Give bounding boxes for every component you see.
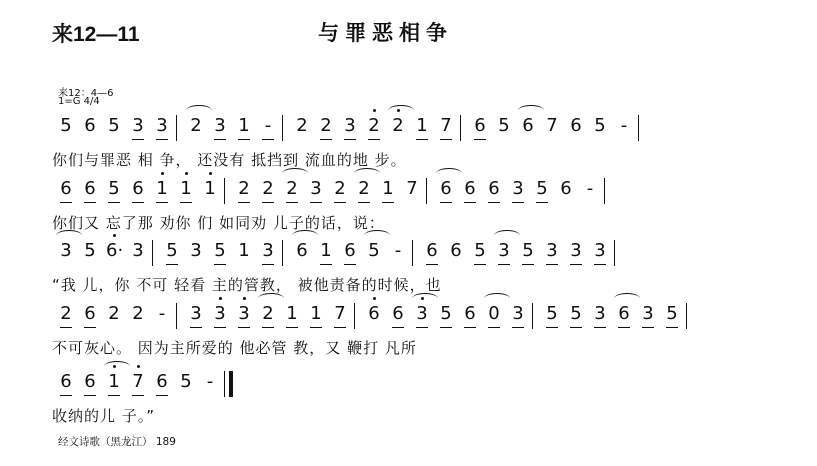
note: 5 bbox=[472, 240, 488, 262]
barline bbox=[282, 115, 283, 141]
note: 6 bbox=[84, 115, 96, 136]
octave-dot bbox=[137, 365, 140, 368]
barline bbox=[412, 240, 413, 266]
barline bbox=[224, 178, 225, 204]
song-code: 来12—11 bbox=[52, 23, 140, 46]
note: 1 bbox=[284, 303, 300, 325]
barline bbox=[426, 178, 427, 204]
source-footer: 经文诗歌（黑龙江） 189 bbox=[58, 436, 176, 448]
note: 5 bbox=[164, 240, 180, 262]
jianpu-notes bbox=[52, 371, 782, 395]
note: 3 bbox=[188, 303, 204, 325]
octave-dot bbox=[243, 297, 246, 300]
slur-arc bbox=[354, 168, 380, 179]
slur-arc bbox=[364, 230, 390, 241]
note: 1 bbox=[178, 178, 194, 200]
note: 2 bbox=[392, 115, 404, 136]
note: 2 bbox=[296, 115, 308, 136]
note: 1 bbox=[380, 178, 396, 200]
note: 6· bbox=[106, 240, 124, 261]
note: 2 bbox=[260, 178, 276, 200]
note: 3 bbox=[130, 115, 146, 137]
note: 6 bbox=[154, 371, 170, 393]
note: 5 bbox=[664, 303, 680, 325]
note: 3 bbox=[640, 303, 656, 325]
note: - bbox=[620, 115, 628, 136]
note: 3 bbox=[154, 115, 170, 137]
barline bbox=[176, 303, 177, 329]
slur-arc bbox=[614, 293, 640, 304]
note: 7 bbox=[546, 115, 558, 136]
note: - bbox=[260, 115, 276, 137]
note: 5 bbox=[60, 115, 72, 136]
note: 5 bbox=[106, 178, 122, 200]
note: 6 bbox=[522, 115, 534, 136]
lyrics-line: 你们又 忘了那 劝你 们 如同劝 儿子的话，说： bbox=[52, 214, 385, 232]
barline bbox=[152, 240, 153, 266]
note: 6 bbox=[560, 178, 572, 199]
note: 6 bbox=[368, 303, 380, 324]
note: 5 bbox=[594, 115, 606, 136]
note: 6 bbox=[296, 240, 308, 261]
note: 5 bbox=[84, 240, 96, 261]
note: 6 bbox=[342, 240, 358, 262]
note: - bbox=[394, 240, 402, 261]
note: 7 bbox=[130, 371, 146, 393]
final-barline bbox=[229, 371, 233, 397]
note: 1 bbox=[236, 115, 252, 137]
scripture-reference: 来12：4—6 bbox=[58, 88, 114, 99]
note: 1 bbox=[204, 178, 216, 199]
note: 5 bbox=[498, 115, 510, 136]
barline bbox=[224, 371, 225, 397]
note: 5 bbox=[568, 303, 584, 325]
note: 3 bbox=[342, 115, 358, 137]
note: 3 bbox=[212, 115, 228, 137]
note: 7 bbox=[438, 115, 454, 137]
lyrics-line: “我 儿，你 不可 轻看 主的管教， 被他责备的时候，也 bbox=[52, 276, 442, 294]
note: 2 bbox=[332, 178, 348, 200]
note: 3 bbox=[496, 240, 512, 262]
note: 6 bbox=[58, 371, 74, 393]
octave-dot bbox=[185, 172, 188, 175]
note: 3 bbox=[236, 303, 252, 325]
note: 3 bbox=[544, 240, 560, 262]
note: 3 bbox=[212, 303, 228, 325]
note: 3 bbox=[308, 178, 324, 200]
slur-arc bbox=[518, 105, 544, 116]
note: 5 bbox=[212, 240, 228, 262]
octave-dot bbox=[209, 172, 212, 175]
lyrics-line: 收纳的儿 子。” bbox=[52, 407, 156, 425]
note: 1 bbox=[106, 371, 122, 393]
note: 6 bbox=[462, 303, 478, 325]
note: 0 bbox=[486, 303, 502, 325]
slur-arc bbox=[292, 230, 318, 241]
note: 6 bbox=[438, 178, 454, 200]
note: 3 bbox=[132, 240, 144, 261]
song-title: 与罪恶相争 bbox=[318, 21, 453, 45]
octave-dot bbox=[373, 109, 376, 112]
barline bbox=[604, 178, 605, 204]
note: 7 bbox=[332, 303, 348, 325]
note: 6 bbox=[472, 115, 488, 137]
slur-arc bbox=[388, 105, 414, 116]
note: - bbox=[158, 303, 166, 324]
note: 6 bbox=[462, 178, 478, 200]
note: 3 bbox=[510, 178, 526, 200]
slur-arc bbox=[258, 293, 284, 304]
barline bbox=[176, 115, 177, 141]
barline bbox=[282, 240, 283, 266]
note: 6 bbox=[390, 303, 406, 325]
slur-arc bbox=[484, 293, 510, 304]
note: - bbox=[586, 178, 594, 199]
note: 3 bbox=[568, 240, 584, 262]
octave-dot bbox=[373, 297, 376, 300]
note: 3 bbox=[190, 240, 202, 261]
note: 6 bbox=[424, 240, 440, 262]
note: 5 bbox=[368, 240, 380, 261]
note: 3 bbox=[414, 303, 430, 325]
note: 6 bbox=[616, 303, 632, 325]
lyrics-line: 不可灰心。 因为主所爱的 他必管 教，又 鞭打 凡所 bbox=[52, 339, 417, 357]
note: 5 bbox=[438, 303, 454, 325]
octave-dot bbox=[113, 234, 116, 237]
note: 6 bbox=[570, 115, 582, 136]
lyrics-line: 你们与罪恶 相 争， 还没有 抵挡到 流血的地 步。 bbox=[52, 151, 407, 169]
key-signature: 1=G 4/4 bbox=[58, 96, 100, 107]
slur-arc bbox=[186, 105, 212, 116]
barline bbox=[354, 303, 355, 329]
slur-arc bbox=[282, 168, 308, 179]
note: 2 bbox=[318, 115, 334, 137]
slur-arc bbox=[56, 230, 82, 241]
note: 6 bbox=[450, 240, 462, 261]
octave-dot bbox=[161, 172, 164, 175]
note: 5 bbox=[544, 303, 560, 325]
barline bbox=[532, 303, 533, 329]
note: 6 bbox=[82, 178, 98, 200]
note: 1 bbox=[308, 303, 324, 325]
note: 6 bbox=[82, 371, 98, 393]
note: 2 bbox=[132, 303, 144, 324]
slur-arc bbox=[104, 361, 130, 372]
note: 5 bbox=[534, 178, 550, 200]
jianpu-notes bbox=[52, 178, 782, 202]
slur-arc bbox=[412, 293, 438, 304]
note: 3 bbox=[60, 240, 72, 261]
note: 6 bbox=[130, 178, 146, 200]
note: 2 bbox=[190, 115, 202, 136]
note: 3 bbox=[592, 240, 608, 262]
note: 1 bbox=[154, 178, 170, 200]
note: 2 bbox=[58, 303, 74, 325]
slur-arc bbox=[436, 168, 462, 179]
note: 3 bbox=[260, 240, 276, 262]
note: - bbox=[206, 371, 214, 392]
note: 3 bbox=[510, 303, 526, 325]
jianpu-notes bbox=[52, 115, 782, 139]
note: 7 bbox=[406, 178, 418, 199]
note: 6 bbox=[82, 303, 98, 325]
note: 6 bbox=[486, 178, 502, 200]
note: 6 bbox=[58, 178, 74, 200]
jianpu-notes bbox=[52, 303, 782, 327]
note: 2 bbox=[366, 115, 382, 137]
octave-dot bbox=[219, 297, 222, 300]
note: 5 bbox=[180, 371, 192, 392]
note: 1 bbox=[318, 240, 334, 262]
note: 2 bbox=[236, 178, 252, 200]
note: 2 bbox=[108, 303, 120, 324]
note: 2 bbox=[260, 303, 276, 325]
barline bbox=[686, 303, 687, 329]
note: 2 bbox=[284, 178, 300, 200]
note: 5 bbox=[520, 240, 536, 262]
note: 1 bbox=[414, 115, 430, 137]
barline bbox=[638, 115, 639, 141]
note: 5 bbox=[108, 115, 120, 136]
note: 3 bbox=[592, 303, 608, 325]
slur-arc bbox=[494, 230, 520, 241]
note: 1 bbox=[238, 240, 250, 261]
note: 2 bbox=[356, 178, 372, 200]
jianpu-notes bbox=[52, 240, 782, 264]
barline bbox=[460, 115, 461, 141]
barline bbox=[614, 240, 615, 266]
